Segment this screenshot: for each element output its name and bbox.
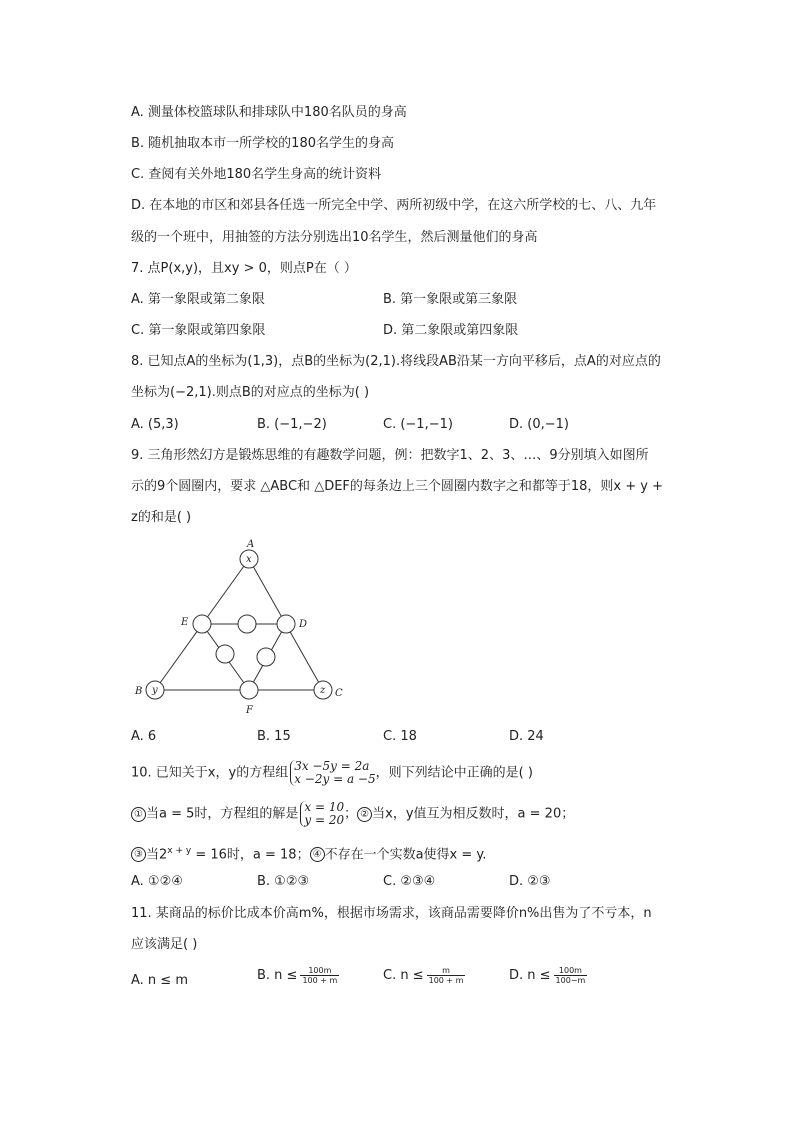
q8-option-c: C. (−1,−1) [383, 417, 453, 432]
q11-option-d [509, 966, 587, 985]
q10-s1-x: x = 10 [304, 800, 345, 814]
q11-option-a: A. n ≤ m [131, 973, 188, 988]
circle-ed-mid [238, 615, 256, 633]
q11-option-d-label: D. n ≤ [509, 968, 551, 983]
q10-circle-3: ③ [131, 847, 146, 862]
q10-circle-1: ① [131, 807, 146, 822]
q10-option-c: C. ②③④ [383, 874, 436, 889]
circle-ef-mid [216, 645, 234, 663]
q11-d-numerator: 100m [554, 966, 588, 976]
vertex-label-c: C [335, 688, 343, 699]
q9-option-b: B. 15 [257, 729, 291, 744]
q11-b-denominator: 100 + m [302, 976, 338, 985]
q11-stem-line2: 应该满足( ) [131, 937, 198, 952]
q7-stem: 7. 点P(x,y)，且xy > 0，则点P在（ ） [131, 261, 357, 276]
q9-stem-line2: 示的9个圆圈内，要求 △ABC和 △DEF的每条边上三个圆圈内数字之和都等于18，则x + y + [131, 479, 664, 494]
circle-df-mid [257, 648, 275, 666]
q10-stem-pre: 10. 已知关于x，y的方程组 [131, 765, 289, 781]
q11-c-denominator: 100 + m [428, 976, 464, 985]
q11-option-d-fraction [554, 966, 588, 985]
q6-option-d-line1: D. 在本地的市区和郊县各任选一所完全中学、两所初级中学，在这六所学校的七、八、九年 [131, 198, 657, 213]
q10-s1-pre: 当a = 5时，方程组的解是 [146, 806, 299, 822]
q8-option-a: A. (5,3) [131, 417, 179, 432]
q10-option-d: D. ②③ [509, 874, 551, 889]
q10-stem-post: ，则下列结论中正确的是( ) [375, 765, 533, 781]
q10-equation-system [290, 760, 375, 786]
q10-option-b: B. ①②③ [257, 874, 310, 889]
q6-option-b: B. 随机抽取本市一所学校的180名学生的身高 [131, 136, 394, 151]
vertex-label-b: B [135, 686, 143, 697]
q11-b-numerator: 100m [300, 966, 339, 976]
q9-stem-line3: z的和是( ) [131, 510, 192, 525]
q11-c-numerator: m [427, 966, 466, 976]
q10-option-a: A. ①②④ [131, 874, 183, 889]
q10-s1-solution [300, 801, 344, 827]
q11-option-b [257, 966, 339, 985]
magic-triangle-figure [125, 535, 355, 720]
vertex-label-a: A [247, 539, 255, 550]
q10-circle-4: ④ [310, 847, 325, 862]
circle-f [240, 681, 258, 699]
q9-option-c: C. 18 [383, 729, 417, 744]
q7-option-a: A. 第一象限或第二象限 [131, 292, 265, 307]
q10-eq2: x −2y = a −5 [294, 772, 376, 786]
q11-option-b-label: B. n ≤ [257, 968, 298, 983]
q10-statements-1-2 [131, 801, 574, 828]
label-z: z [320, 685, 326, 696]
q11-option-c-label: C. n ≤ [383, 968, 424, 983]
q10-s1-post: ； [344, 806, 358, 822]
q9-option-a: A. 6 [131, 729, 157, 744]
q9-option-d: D. 24 [509, 729, 544, 744]
q8-option-b: B. (−1,−2) [257, 417, 327, 432]
q7-option-c: C. 第一象限或第四象限 [131, 323, 266, 338]
q8-stem-line2: 坐标为(−2,1).则点B的对应点的坐标为( ) [131, 385, 370, 400]
q10-s3-post: = 16时，a = 18； [191, 847, 310, 863]
q10-eq1: 3x −5y = 2a [294, 759, 370, 773]
q10-circle-2: ② [357, 807, 372, 822]
q7-option-b: B. 第一象限或第三象限 [383, 292, 518, 307]
q11-option-b-fraction [300, 966, 339, 985]
q10-statements-3-4 [131, 842, 486, 864]
q9-stem-line1: 9. 三角形然幻方是锻炼思维的有趣数学问题，例：把数字1、2、3、…、9分别填入如图所 [131, 448, 649, 463]
q11-option-c [383, 966, 465, 985]
vertex-label-e: E [181, 617, 189, 628]
q8-option-d: D. (0,−1) [509, 417, 569, 432]
q10-stem [131, 760, 533, 787]
q6-option-a: A. 测量体校篮球队和排球队中180名队员的身高 [131, 105, 407, 120]
q11-option-c-fraction [427, 966, 466, 985]
q10-s3: 当2 [146, 847, 168, 863]
q6-option-c: C. 查阅有关外地180名学生身高的统计资料 [131, 167, 382, 182]
circle-d [277, 615, 295, 633]
q11-stem-line1: 11. 某商品的标价比成本价高m%，根据市场需求，该商品需要降价n%出售为了不亏本，n [131, 906, 652, 921]
q11-d-denominator: 100−m [555, 976, 586, 985]
vertex-label-d: D [299, 619, 308, 630]
label-x: x [246, 554, 252, 565]
label-y: y [152, 685, 158, 696]
q6-option-d-line2: 级的一个班中，用抽签的方法分别选出10名学生，然后测量他们的身高 [131, 230, 538, 245]
q10-s4: 不存在一个实数a使得x = y. [324, 847, 487, 863]
q10-s2: 当x，y值互为相反数时，a = 20； [372, 806, 575, 822]
q10-s1-y: y = 20 [304, 813, 345, 827]
q8-stem-line1: 8. 已知点A的坐标为(1,3)，点B的坐标为(2,1).将线段AB沿某一方向平移后，点A的对应点的 [131, 354, 661, 369]
q10-s3-exponent: x + y [167, 846, 192, 856]
vertex-label-f: F [246, 705, 253, 716]
q7-option-d: D. 第二象限或第四象限 [383, 323, 519, 338]
circle-e [193, 615, 211, 633]
